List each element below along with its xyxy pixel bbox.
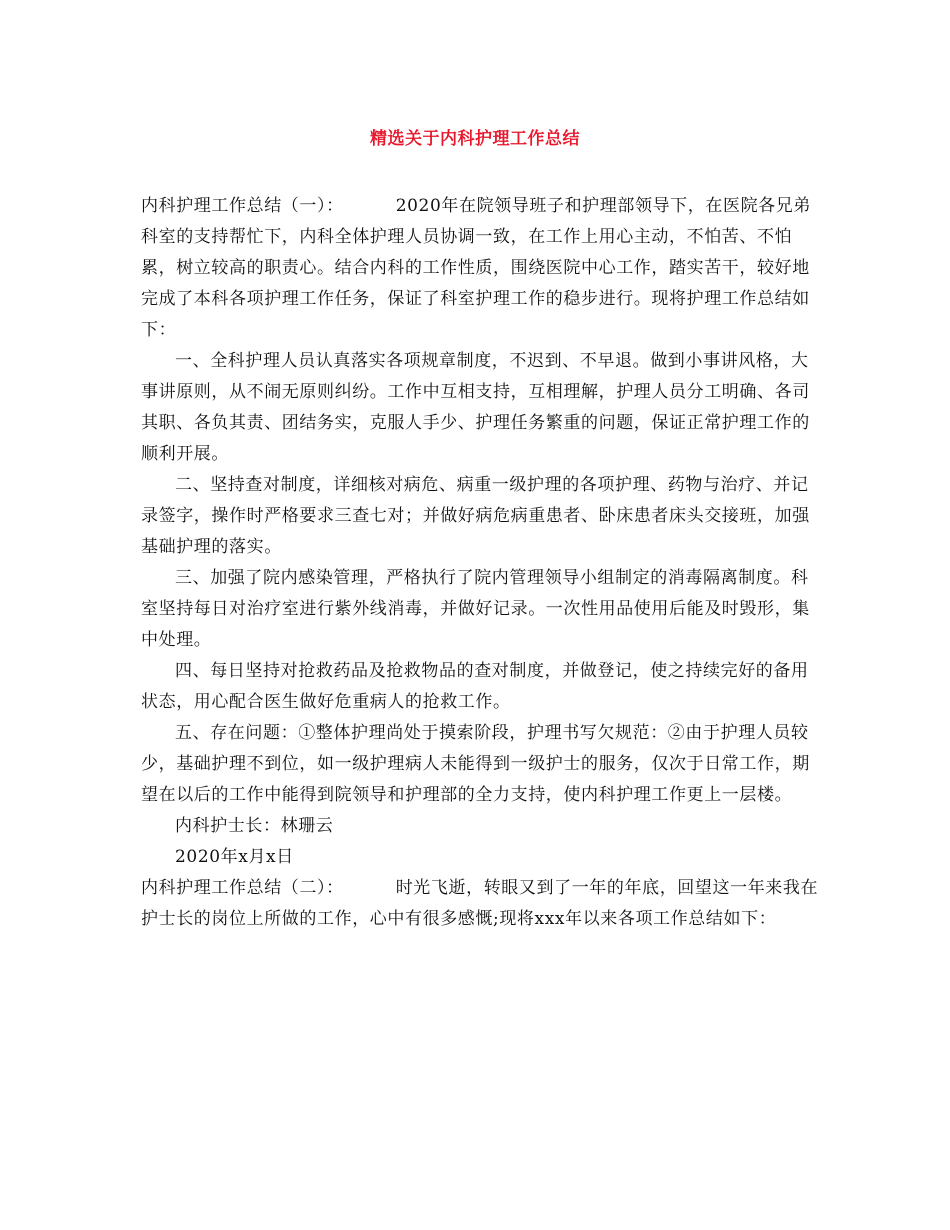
section2-intro: 时光飞逝，转眼又到了一年的年底，回望这一年来我在护士长的岗位上所做的工作，心中有很多感慨;现将xxx年以来各项工作总结如下： — [141, 878, 819, 929]
section1-paragraph-1: 一、全科护理人员认真落实各项规章制度，不迟到、不早退。做到小事讲风格，大事讲原则，从不闹无原则纠纷。工作中互相支持，互相理解，护理人员分工明确、各司其职、各负其责、团结务实，克服人手少、护理任务繁重的问题，保证正常护理工作的顺利开展。 — [141, 351, 810, 464]
section1-paragraph-4: 四、每日坚持对抢救药品及抢救物品的查对制度，并做登记，使之持续完好的备用状态，用心配合医生做好危重病人的抢救工作。 — [141, 661, 809, 712]
section1-paragraph-5: 五、存在问题：①整体护理尚处于摸索阶段，护理书写欠规范：②由于护理人员较少，基础护理不到位，如一级护理病人未能得到一级护士的服务，仅次于日常工作，期望在以后的工作中能得到院领导和护理部的全力支持，使内科护理工作更上一层楼。 — [141, 723, 810, 805]
section1-lead: 内科护理工作总结（一）： — [141, 196, 344, 216]
section1-paragraph-2: 二、坚持查对制度，详细核对病危、病重一级护理的各项护理、药物与治疗、并记录签字，操作时严格要求三查七对；并做好病危病重患者、卧床患者床头交接班，加强基础护理的落实。 — [141, 475, 810, 557]
section1-paragraph-3: 三、加强了院内感染管理，严格执行了院内管理领导小组制定的消毒隔离制度。科室坚持每日对治疗室进行紫外线消毒，并做好记录。一次性用品使用后能及时毁形，集中处理。 — [141, 568, 810, 650]
section2-intro-paragraph — [141, 873, 821, 935]
document-body — [141, 191, 821, 935]
document-title: 精选关于内科护理工作总结 — [370, 129, 580, 149]
section1-intro: 2020年在院领导班子和护理部领导下，在医院各兄弟科室的支持帮忙下，内科全体护理人员协调一致，在工作上用心主动，不怕苦、不怕累，树立较高的职责心。结合内科的工作性质，围绕医院中心工作，踏实苦干，较好地完成了本科各项护理工作任务，保证了科室护理工作的稳步进行。现将护理工作总结如下： — [141, 196, 811, 340]
section2-lead: 内科护理工作总结（二）： — [141, 878, 344, 898]
section1-date: 2020年x月x日 — [175, 847, 294, 867]
section1-intro-paragraph — [141, 191, 821, 346]
section1-signature: 内科护士长：林珊云 — [175, 816, 334, 836]
